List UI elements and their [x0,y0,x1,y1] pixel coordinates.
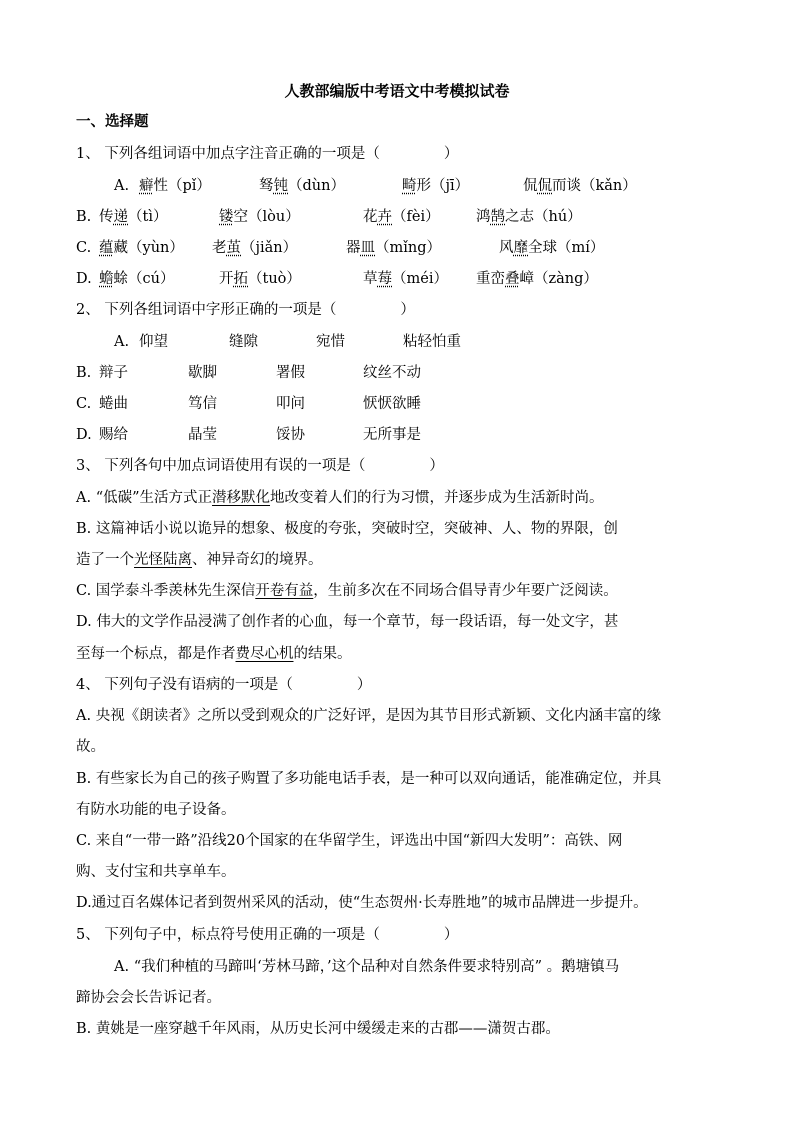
question-3-stem: 3、 下列各句中加点词语使用有误的一项是（ ） [76,458,444,474]
q1-c-item: 风靡全球（mí） [499,240,605,256]
question-1-stem: 1、 下列各组词语中加点字注音正确的一项是（ ） [76,146,459,162]
q4-option-b-line1: B. 有些家长为自己的孩子购置了多功能电话手表，是一种可以双向通话，能准确定位，并具 [76,771,662,787]
q2-b-word: 纹丝不动 [363,365,421,381]
underlined-idiom: 潜移默化 [212,490,271,506]
q1-b-item: 传递（tì） [99,209,168,225]
q1-a-item: 癖性（pǐ） [139,178,211,194]
q1-d-item: 草莓（méi） [363,271,448,287]
q4-option-a-line1: A. 央视《朗读者》之所以受到观众的广泛好评，是因为其节目形式新颖、文化内涵丰富的缘 [76,708,662,724]
q1-c-item: 老茧（jiǎn） [212,240,298,256]
q1-option-c-label: C. [76,240,92,256]
q1-c-item: 器皿（mǐng） [346,240,442,256]
q3-option-b-line1: B. 这篇神话小说以诡异的想象、极度的夸张，突破时空，突破神、人、物的界限，创 [76,521,618,537]
q3-option-c: C. 国学泰斗季羡林先生深信开卷有益，生前多次在不同场合倡导青少年要广泛阅读。 [76,583,618,599]
q1-option-d-label: D. [76,271,92,287]
q2-b-word: 署假 [276,365,305,381]
q1-a-item: 畸形（jī） [402,178,470,194]
q1-a-item: 驽钝（dùn） [259,178,345,194]
q5-option-b: B. 黄姚是一座穿越千年风雨，从历史长河中缓缓走来的古郡——潇贺古郡。 [76,1021,560,1037]
q2-option-a-label: A. [114,334,130,350]
q5-option-a-line1: A. “我们种植的马蹄叫‘芳林马蹄，’这个品种对自然条件要求特别高” 。鹅塘镇马 [114,959,620,975]
q4-option-d: D.通过百名媒体记者到贺州采风的活动，使“生态贺州·长寿胜地”的城市品牌进一步提升。 [76,895,648,911]
q2-option-c-label: C. [76,396,92,412]
underlined-idiom: 开卷有益 [255,583,314,599]
q2-a-word: 缝隙 [229,334,258,350]
underlined-idiom: 光怪陆离 [134,552,192,568]
q4-option-c-line1: C. 来自“一带一路”沿线20个国家的在华留学生，评选出中国“新四大发明”：高铁、网 [76,833,623,849]
q5-option-a-line2: 蹄协会会长告诉记者。 [76,990,221,1006]
q1-b-item: 花卉（fèi） [363,209,440,225]
q4-option-c-line2: 购、支付宝和共享单车。 [76,864,236,880]
q2-d-word: 无所事是 [363,427,421,443]
q1-option-b-label: B. [76,209,92,225]
page-title: 人教部编版中考语文中考模拟试卷 [284,82,510,100]
q2-d-word: 馁协 [276,427,305,443]
q2-a-word: 仰望 [139,334,168,350]
q2-a-word: 粘轻怕重 [403,334,461,350]
underlined-idiom: 费尽心机 [235,646,294,662]
q2-c-word: 笃信 [188,396,217,412]
question-4-stem: 4、 下列句子没有语病的一项是（ ） [76,677,372,693]
q3-option-d-line1: D. 伟大的文学作品浸满了创作者的心血，每一个章节，每一段话语，每一处文字，甚 [76,614,619,630]
question-2-stem: 2、 下列各组词语中字形正确的一项是（ ） [76,302,415,318]
q1-d-item: 蟾蜍（cú） [99,271,175,287]
q2-option-b-label: B. [76,365,92,381]
q1-d-item: 开拓（tuò） [219,271,301,287]
question-5-stem: 5、 下列句子中，标点符号使用正确的一项是（ ） [76,927,459,943]
section-heading: 一、选择题 [76,114,149,130]
q1-a-item: 侃侃而谈（kǎn） [523,178,637,194]
q2-c-word: 恹恹欲睡 [363,396,421,412]
q2-c-word: 蜷曲 [99,396,128,412]
q3-option-d-line2: 至每一个标点，都是作者费尽心机的结果。 [76,646,352,662]
q1-option-a-label: A. [114,178,130,194]
q1-c-item: 蕴藏（yùn） [99,240,184,256]
q2-b-word: 辩子 [99,365,128,381]
q1-b-item: 镂空（lòu） [219,209,300,225]
q2-d-word: 晶莹 [188,427,217,443]
q2-c-word: 叩问 [276,396,305,412]
q4-option-b-line2: 有防水功能的电子设备。 [76,802,236,818]
q2-b-word: 歇脚 [188,365,217,381]
q3-option-b-line2: 造了一个光怪陆离、神异奇幻的境界。 [76,552,323,568]
q4-option-a-line2: 故。 [76,739,105,755]
q1-d-item: 重峦叠嶂（zàng） [476,271,598,287]
q1-b-item: 鸿鹄之志（hú） [476,209,582,225]
q2-option-d-label: D. [76,427,92,443]
q3-option-a: A. “低碳”生活方式正潜移默化地改变着人们的行为习惯，并逐步成为生活新时尚。 [76,490,604,506]
q2-d-word: 赐给 [99,427,128,443]
q2-a-word: 宛惜 [316,334,345,350]
